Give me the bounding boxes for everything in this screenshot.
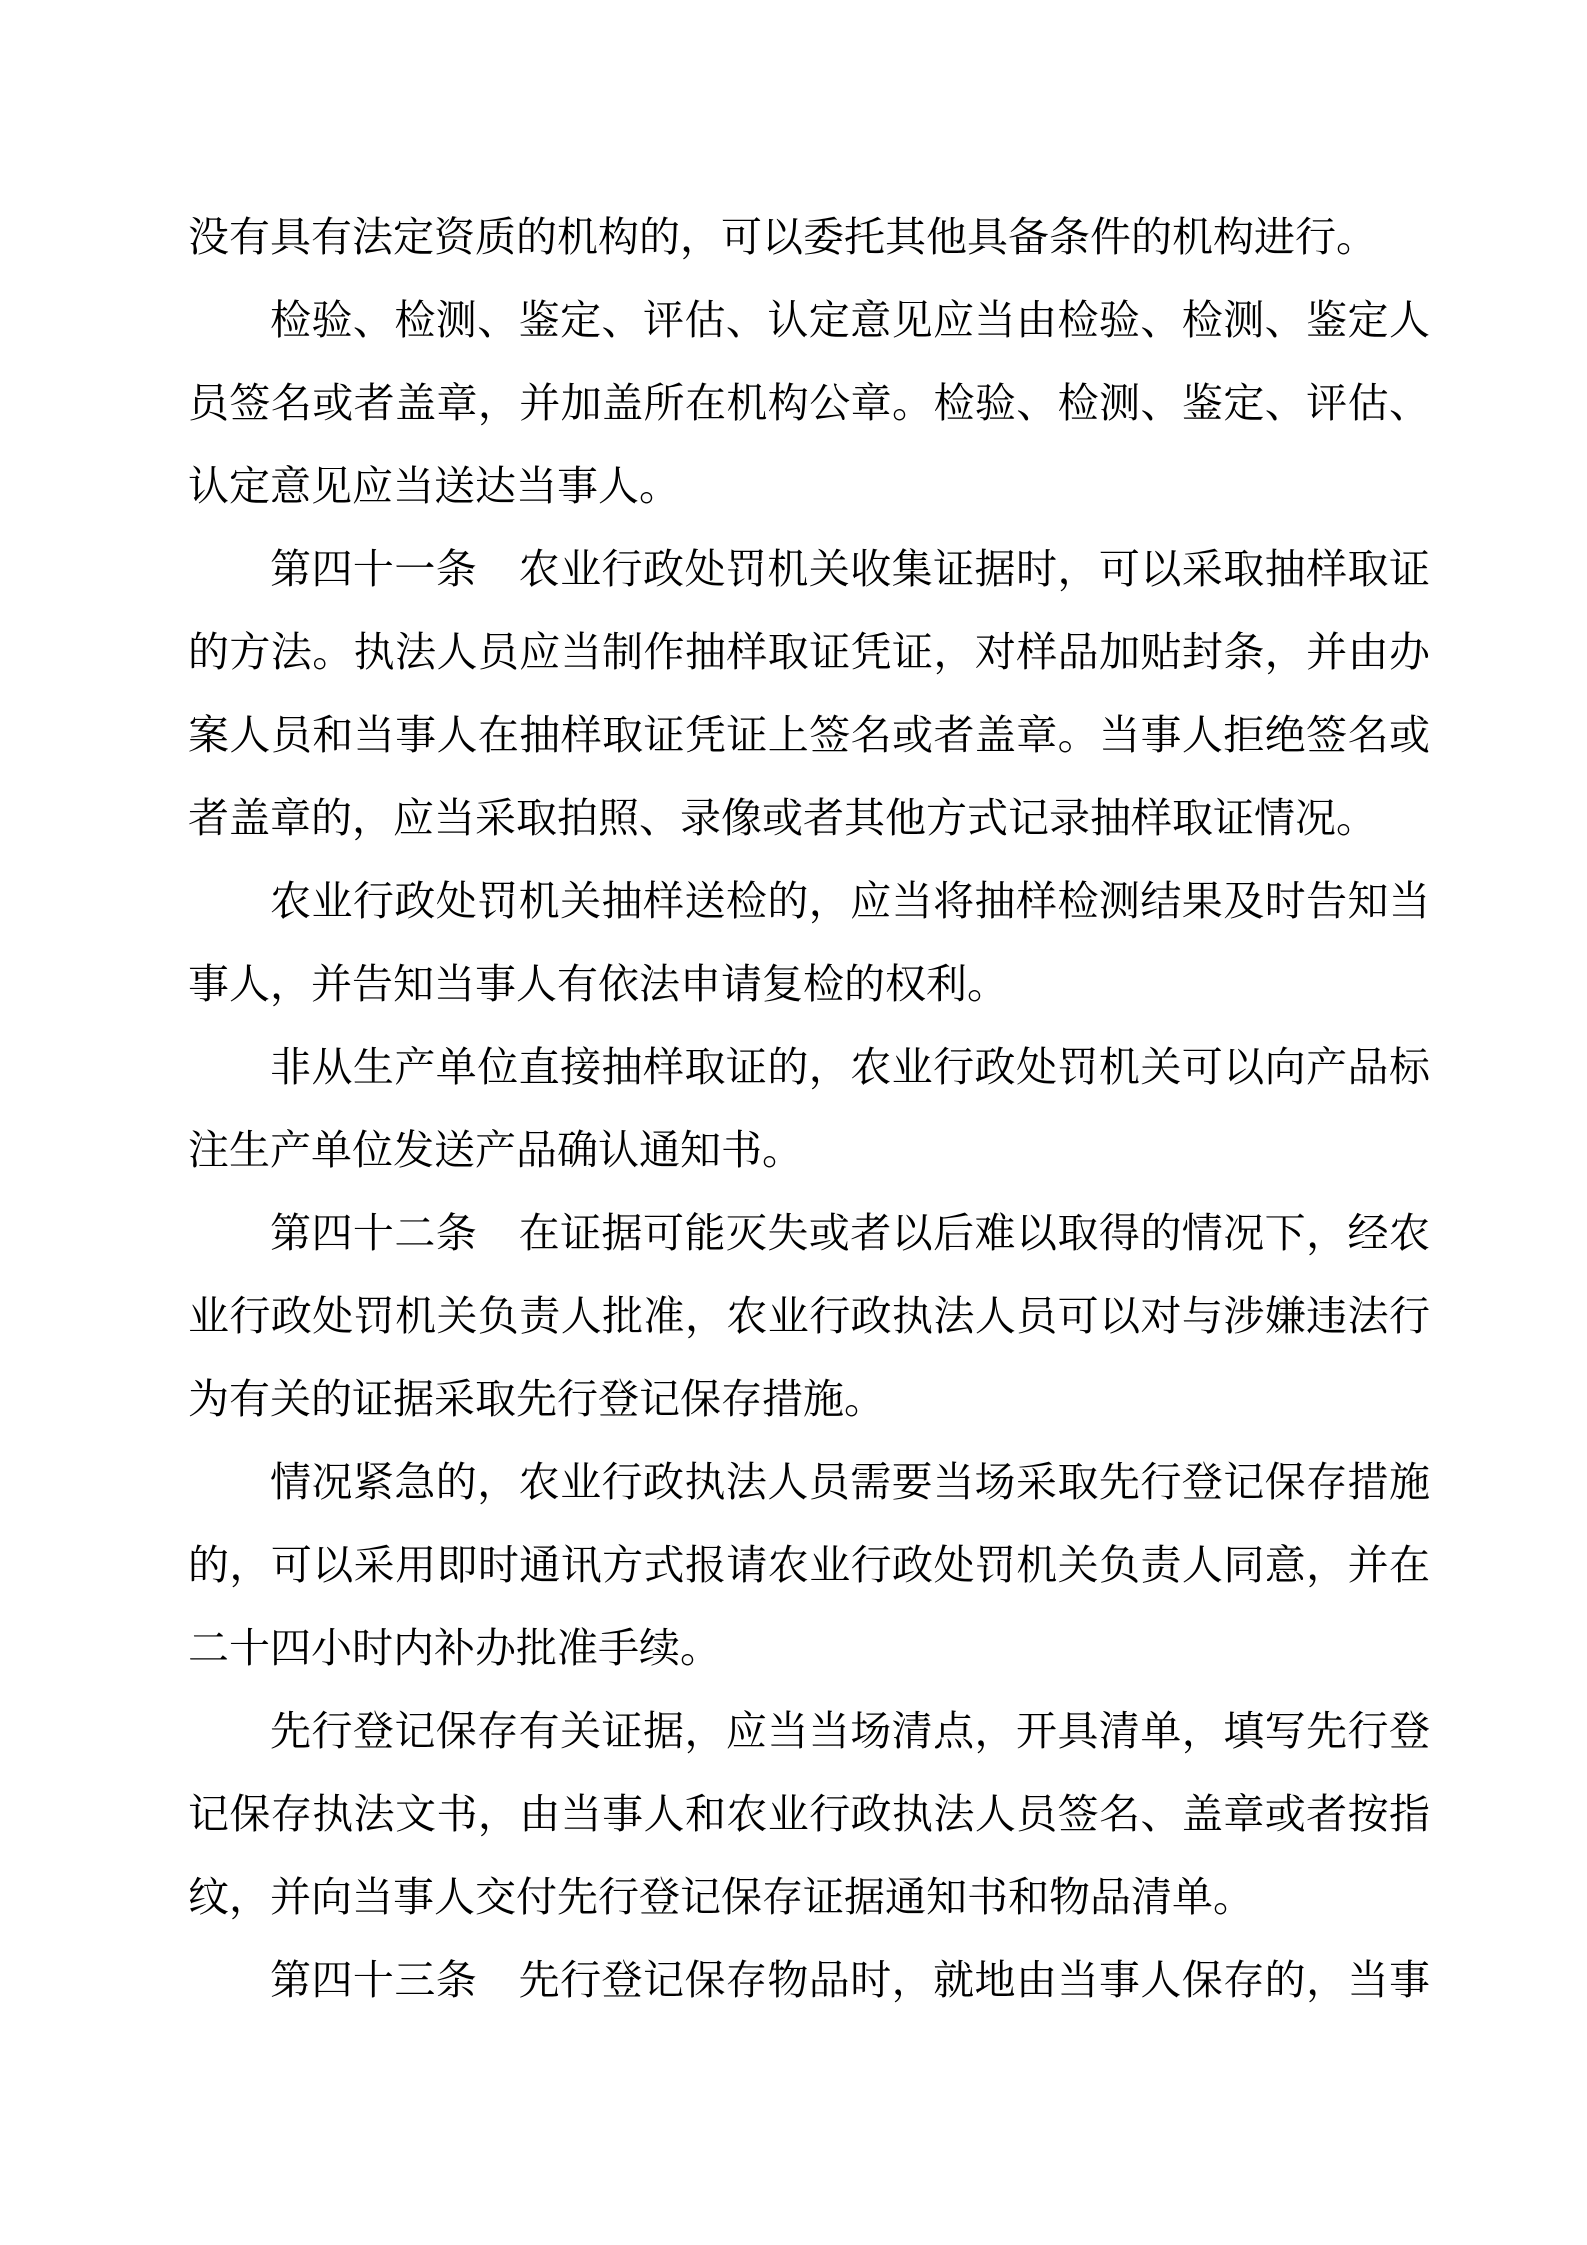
text-line-22: 第四十三条 先行登记保存物品时，就地由当事人保存的，当事 (270, 1957, 1430, 2003)
text-line-14: 业行政处罚机关负责人批准，农业行政执法人员可以对与涉嫌违法行 (188, 1293, 1430, 1339)
legal-text-block (188, 196, 1430, 2022)
text-line-7: 案人员和当事人在抽样取证凭证上签名或者盖章。当事人拒绝签名或 (188, 712, 1430, 758)
text-line-17: 的，可以采用即时通讯方式报请农业行政处罚机关负责人同意，并在 (188, 1542, 1430, 1588)
text-line-18: 二十四小时内补办批准手续。 (188, 1625, 721, 1671)
text-line-2: 检验、检测、鉴定、评估、认定意见应当由检验、检测、鉴定人 (270, 297, 1430, 343)
text-line-1: 没有具有法定资质的机构的，可以委托其他具备条件的机构进行。 (188, 214, 1377, 260)
text-line-3: 员签名或者盖章，并加盖所在机构公章。检验、检测、鉴定、评估、 (188, 380, 1430, 426)
text-line-5: 第四十一条 农业行政处罚机关收集证据时，可以采取抽样取证 (270, 546, 1430, 592)
text-line-10: 事人，并告知当事人有依法申请复检的权利。 (188, 961, 1008, 1007)
text-line-12: 注生产单位发送产品确认通知书。 (188, 1127, 803, 1173)
text-line-11: 非从生产单位直接抽样取证的，农业行政处罚机关可以向产品标 (270, 1044, 1430, 1090)
text-line-8: 者盖章的，应当采取拍照、录像或者其他方式记录抽样取证情况。 (188, 795, 1377, 841)
text-line-19: 先行登记保存有关证据，应当当场清点，开具清单，填写先行登 (270, 1708, 1430, 1754)
text-line-4: 认定意见应当送达当事人。 (188, 463, 680, 509)
text-line-9: 农业行政处罚机关抽样送检的，应当将抽样检测结果及时告知当 (270, 878, 1430, 924)
text-line-20: 记保存执法文书，由当事人和农业行政执法人员签名、盖章或者按指 (188, 1791, 1430, 1837)
text-line-21: 纹，并向当事人交付先行登记保存证据通知书和物品清单。 (188, 1874, 1254, 1920)
text-line-6: 的方法。执法人员应当制作抽样取证凭证，对样品加贴封条，并由办 (188, 629, 1430, 675)
text-line-13: 第四十二条 在证据可能灭失或者以后难以取得的情况下，经农 (270, 1210, 1430, 1256)
text-line-15: 为有关的证据采取先行登记保存措施。 (188, 1376, 885, 1422)
text-line-16: 情况紧急的，农业行政执法人员需要当场采取先行登记保存措施 (270, 1459, 1430, 1505)
